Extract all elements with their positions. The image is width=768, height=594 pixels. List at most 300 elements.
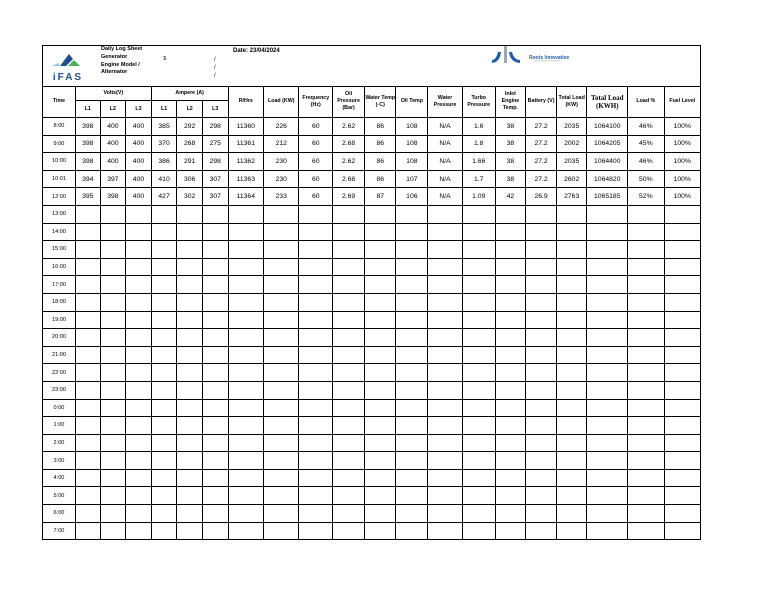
table-cell (100, 258, 126, 276)
table-cell: 400 (100, 118, 126, 136)
table-cell: 2.68 (333, 135, 365, 153)
table-cell (264, 434, 299, 452)
col-ampere-l3: L3 (202, 101, 228, 118)
table-cell (628, 329, 665, 347)
table-cell: 398 (75, 135, 100, 153)
table-cell (428, 505, 463, 523)
col-frequency: Frequency (Hz) (299, 86, 333, 118)
table-cell: 108 (396, 118, 428, 136)
table-cell (364, 505, 396, 523)
table-cell (526, 452, 557, 470)
table-cell: N/A (428, 118, 463, 136)
table-cell (364, 381, 396, 399)
table-cell: 11361 (228, 135, 264, 153)
ifas-logo-text: iFAS (52, 72, 84, 83)
table-cell (151, 522, 177, 540)
table-cell (299, 381, 333, 399)
table-cell (202, 381, 228, 399)
table-cell (364, 399, 396, 417)
table-cell (495, 487, 526, 505)
table-cell (495, 346, 526, 364)
table-cell (587, 311, 628, 329)
table-cell (526, 434, 557, 452)
table-cell (177, 487, 203, 505)
table-cell (628, 417, 665, 435)
table-cell (264, 329, 299, 347)
table-row (43, 223, 700, 241)
table-cell (556, 311, 587, 329)
table-cell: 27.2 (526, 153, 557, 171)
table-cell (396, 205, 428, 223)
row-time: 1:00 (43, 417, 75, 435)
table-cell (299, 505, 333, 523)
table-cell (526, 276, 557, 294)
table-cell: 2002 (556, 135, 587, 153)
table-cell (396, 364, 428, 382)
table-cell: 307 (202, 170, 228, 188)
table-cell (428, 258, 463, 276)
table-cell (526, 329, 557, 347)
table-row (43, 469, 700, 487)
slash: / (214, 73, 216, 79)
table-cell (228, 487, 264, 505)
table-cell (364, 329, 396, 347)
table-cell (202, 452, 228, 470)
table-cell (428, 399, 463, 417)
table-cell (299, 223, 333, 241)
table-cell (126, 381, 152, 399)
col-volts-l2: L2 (100, 101, 126, 118)
table-row (43, 135, 700, 153)
table-cell (364, 469, 396, 487)
table-cell (126, 205, 152, 223)
table-cell (495, 205, 526, 223)
sheet-header (43, 46, 700, 87)
table-cell: 86 (364, 118, 396, 136)
col-inlet-engine-temp: Inlet Engine Temp. (495, 86, 526, 118)
table-cell (228, 364, 264, 382)
table-cell: 38 (495, 118, 526, 136)
table-cell (495, 381, 526, 399)
table-cell: 394 (75, 170, 100, 188)
table-cell: 1064820 (587, 170, 628, 188)
table-cell (202, 329, 228, 347)
table-cell (396, 329, 428, 347)
table-cell: 230 (264, 153, 299, 171)
table-cell (495, 505, 526, 523)
table-cell (428, 311, 463, 329)
table-cell (396, 487, 428, 505)
table-cell (364, 452, 396, 470)
table-cell (556, 417, 587, 435)
table-cell (299, 434, 333, 452)
table-cell: 11363 (228, 170, 264, 188)
table-cell: 106 (396, 188, 428, 206)
table-cell (333, 329, 365, 347)
table-cell (526, 223, 557, 241)
table-row (43, 118, 700, 136)
table-cell: 1065185 (587, 188, 628, 206)
col-load: Load (KW) (264, 86, 299, 118)
header-slashes (214, 56, 216, 80)
table-cell (495, 452, 526, 470)
table-cell (556, 329, 587, 347)
table-cell (264, 258, 299, 276)
table-cell (364, 487, 396, 505)
col-total-load-kw: Total Load (KW) (556, 86, 587, 118)
table-cell: 26.9 (526, 188, 557, 206)
table-row (43, 170, 700, 188)
table-cell (587, 505, 628, 523)
table-cell (428, 205, 463, 223)
table-cell: 400 (126, 153, 152, 171)
table-cell (556, 276, 587, 294)
table-cell: 1.8 (462, 135, 495, 153)
table-cell (587, 522, 628, 540)
table-cell (177, 364, 203, 382)
table-cell (151, 434, 177, 452)
table-cell (75, 522, 100, 540)
table-cell (126, 258, 152, 276)
col-water-pressure: Water Pressure (428, 86, 463, 118)
table-cell (462, 469, 495, 487)
table-cell (264, 311, 299, 329)
table-cell (428, 276, 463, 294)
table-cell (587, 241, 628, 259)
table-cell (396, 311, 428, 329)
row-time: 14:00 (43, 223, 75, 241)
table-cell (364, 276, 396, 294)
table-cell (428, 329, 463, 347)
table-cell (100, 346, 126, 364)
table-cell (151, 205, 177, 223)
table-cell: 50% (628, 170, 665, 188)
table-cell: 60 (299, 118, 333, 136)
table-cell: 298 (202, 153, 228, 171)
table-cell (202, 522, 228, 540)
table-cell: 410 (151, 170, 177, 188)
table-cell: 60 (299, 170, 333, 188)
table-cell: N/A (428, 188, 463, 206)
table-cell (664, 276, 700, 294)
col-volts: Volts(V) (75, 86, 151, 101)
table-row (43, 293, 700, 311)
table-cell (299, 399, 333, 417)
table-cell: 370 (151, 135, 177, 153)
table-cell (428, 417, 463, 435)
table-cell: 1.7 (462, 170, 495, 188)
table-cell (526, 487, 557, 505)
table-cell (396, 258, 428, 276)
table-cell (126, 399, 152, 417)
table-cell (202, 469, 228, 487)
table-cell (664, 205, 700, 223)
row-time: 13:00 (43, 205, 75, 223)
table-cell (333, 381, 365, 399)
roots-logo-text: Roots Innovative (529, 55, 570, 61)
table-cell (396, 469, 428, 487)
table-cell (396, 381, 428, 399)
table-cell (556, 346, 587, 364)
table-cell (428, 223, 463, 241)
table-cell (664, 293, 700, 311)
table-cell (264, 346, 299, 364)
table-cell (664, 381, 700, 399)
row-time: 17:00 (43, 276, 75, 294)
table-cell: 60 (299, 135, 333, 153)
table-cell (462, 276, 495, 294)
table-cell (556, 522, 587, 540)
table-cell (664, 417, 700, 435)
table-cell (587, 381, 628, 399)
table-cell (462, 434, 495, 452)
table-cell (556, 399, 587, 417)
table-cell (462, 293, 495, 311)
table-cell (100, 311, 126, 329)
table-row (43, 399, 700, 417)
row-time: 6:00 (43, 505, 75, 523)
table-cell (462, 241, 495, 259)
table-cell (151, 311, 177, 329)
table-cell (364, 311, 396, 329)
table-cell (587, 276, 628, 294)
table-cell (100, 505, 126, 523)
table-cell (177, 329, 203, 347)
table-row (43, 276, 700, 294)
table-cell (177, 417, 203, 435)
row-time: 16:00 (43, 258, 75, 276)
table-cell (556, 434, 587, 452)
row-time: 23:00 (43, 381, 75, 399)
table-cell (126, 346, 152, 364)
slash: / (214, 65, 216, 71)
table-cell (664, 399, 700, 417)
table-cell (151, 329, 177, 347)
table-cell (587, 364, 628, 382)
col-volts-l1: L1 (75, 101, 100, 118)
table-row (43, 241, 700, 259)
table-cell (202, 434, 228, 452)
table-cell (202, 223, 228, 241)
table-cell (628, 276, 665, 294)
table-cell (75, 381, 100, 399)
table-cell: 100% (664, 153, 700, 171)
table-cell (333, 364, 365, 382)
table-cell (556, 223, 587, 241)
table-cell: 395 (75, 188, 100, 206)
table-cell (228, 258, 264, 276)
table-cell (333, 205, 365, 223)
table-cell (151, 258, 177, 276)
table-cell (526, 293, 557, 311)
table-row (43, 417, 700, 435)
table-cell: 1.66 (462, 153, 495, 171)
table-row (43, 188, 700, 206)
table-cell (396, 293, 428, 311)
table-cell: 2.68 (333, 170, 365, 188)
table-cell (151, 452, 177, 470)
table-cell (333, 522, 365, 540)
table-cell (151, 346, 177, 364)
table-cell (177, 223, 203, 241)
table-cell (75, 417, 100, 435)
table-cell (556, 364, 587, 382)
table-cell: 306 (177, 170, 203, 188)
table-cell (428, 293, 463, 311)
table-cell (396, 417, 428, 435)
table-row (43, 505, 700, 523)
table-cell (587, 469, 628, 487)
table-cell (396, 223, 428, 241)
row-time: 19:00 (43, 311, 75, 329)
table-cell (396, 505, 428, 523)
table-cell (126, 434, 152, 452)
table-cell (556, 293, 587, 311)
table-cell (526, 364, 557, 382)
table-cell (100, 223, 126, 241)
table-cell (177, 346, 203, 364)
table-cell (495, 276, 526, 294)
table-cell (264, 364, 299, 382)
table-cell (202, 417, 228, 435)
table-cell (100, 399, 126, 417)
table-cell (264, 417, 299, 435)
table-cell (75, 346, 100, 364)
table-cell (333, 452, 365, 470)
table-cell (495, 329, 526, 347)
table-cell (462, 311, 495, 329)
table-cell (495, 399, 526, 417)
table-cell (462, 205, 495, 223)
table-cell: 100% (664, 118, 700, 136)
row-time: 20:00 (43, 329, 75, 347)
table-cell (202, 364, 228, 382)
table-cell (628, 469, 665, 487)
table-cell: N/A (428, 170, 463, 188)
table-cell (396, 522, 428, 540)
col-turbo-pressure: Turbo Pressure (462, 86, 495, 118)
table-cell (462, 223, 495, 241)
table-cell (100, 434, 126, 452)
table-cell (100, 241, 126, 259)
table-cell (177, 276, 203, 294)
table-cell (299, 487, 333, 505)
row-time: 7:00 (43, 522, 75, 540)
table-cell (264, 522, 299, 540)
table-cell (587, 329, 628, 347)
table-cell (664, 452, 700, 470)
table-cell (556, 452, 587, 470)
table-cell (126, 293, 152, 311)
table-cell (151, 399, 177, 417)
alternator-label: Alternator (101, 69, 128, 76)
table-cell (177, 381, 203, 399)
table-cell: 226 (264, 118, 299, 136)
table-cell: 86 (364, 153, 396, 171)
table-cell (664, 505, 700, 523)
table-cell (587, 293, 628, 311)
table-cell (299, 364, 333, 382)
table-cell (526, 381, 557, 399)
table-cell (264, 487, 299, 505)
row-time: 2:00 (43, 434, 75, 452)
col-ampere-l1: L1 (151, 101, 177, 118)
table-cell (177, 241, 203, 259)
table-cell: 2035 (556, 118, 587, 136)
table-cell: 233 (264, 188, 299, 206)
table-cell (126, 311, 152, 329)
table-cell (264, 381, 299, 399)
table-cell (664, 487, 700, 505)
table-cell (495, 417, 526, 435)
col-volts-l3: L3 (126, 101, 152, 118)
row-time: 0:00 (43, 399, 75, 417)
table-cell (428, 364, 463, 382)
table-cell: 46% (628, 153, 665, 171)
table-cell (264, 223, 299, 241)
table-cell (75, 205, 100, 223)
table-cell (396, 434, 428, 452)
table-cell (75, 258, 100, 276)
table-cell (556, 381, 587, 399)
table-cell: 291 (177, 153, 203, 171)
table-cell (495, 522, 526, 540)
table-cell (299, 469, 333, 487)
table-cell (100, 452, 126, 470)
table-cell (526, 522, 557, 540)
table-cell (264, 293, 299, 311)
row-time: 10:01 (43, 170, 75, 188)
table-cell (228, 205, 264, 223)
row-time: 22:00 (43, 364, 75, 382)
table-cell (333, 469, 365, 487)
table-cell: 2602 (556, 170, 587, 188)
table-cell (396, 346, 428, 364)
table-cell (462, 364, 495, 382)
col-battery: Battery (V) (526, 86, 557, 118)
table-cell (151, 381, 177, 399)
table-cell (202, 276, 228, 294)
table-cell (396, 241, 428, 259)
ifas-logo (46, 50, 91, 84)
table-cell: 275 (202, 135, 228, 153)
table-cell (628, 258, 665, 276)
row-time: 3:00 (43, 452, 75, 470)
table-cell (628, 434, 665, 452)
table-cell (333, 223, 365, 241)
table-cell (664, 434, 700, 452)
table-cell (299, 258, 333, 276)
table-cell (495, 311, 526, 329)
table-cell: 400 (100, 153, 126, 171)
table-cell (462, 505, 495, 523)
table-cell: 400 (126, 188, 152, 206)
col-oil-temp: Oil Temp (396, 86, 428, 118)
table-cell (428, 487, 463, 505)
table-cell: 2763 (556, 188, 587, 206)
table-cell (299, 311, 333, 329)
row-time: 8:00 (43, 118, 75, 136)
table-cell: 427 (151, 188, 177, 206)
table-row (43, 487, 700, 505)
table-cell (299, 205, 333, 223)
table-cell (526, 399, 557, 417)
table-cell: 38 (495, 170, 526, 188)
table-cell (100, 487, 126, 505)
table-cell: 398 (75, 118, 100, 136)
generator-label: Generator (101, 53, 128, 60)
table-cell (495, 241, 526, 259)
